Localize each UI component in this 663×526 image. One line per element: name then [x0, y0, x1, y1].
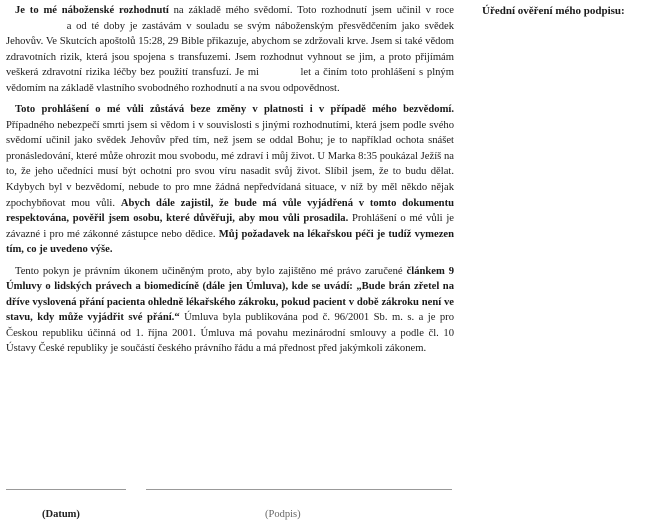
paragraph1-text-b: a od té doby je zastávám v souladu se svým náboženským přesvědčením jako svědek Jehovův. Ve Skutcích apoštolů 15:28, 29 Bible přikazuje, abychom se zdržovali krve. Jsem si také vědom zdravotních rizik, která jsou spojena s transfuzemi. Jsem rozhodnut vyhnout se jim, a proto přijímám veškerá zdravotní rizika léčby bez použití transfuzí. Je mi — [6, 20, 454, 79]
paragraph2-text-b: Prohlášení o mé vůli je závazné i pro mé zákonné zástupce nebo dědice. — [6, 213, 454, 240]
paragraph3-bold-a: článkem 9 Úmluvy o lidských právech a biomedicíně (dále jen Úmluva), kde se uvádí: „Bude brán zřetel na dříve vyslovená přání pacienta ohledně lékařského zákroku, pokud pacient v době zákroku není ve stavu, kdy může vyjádřit své přání.“ — [6, 265, 454, 324]
paragraph1-text-a: na základě mého svědomí. Toto rozhodnutí jsem učinil v roce — [168, 5, 454, 16]
paragraph-religious-decision — [6, 3, 454, 96]
paragraph-legal-basis — [6, 264, 454, 357]
paragraph-unconscious-validity — [6, 102, 454, 257]
paragraph1-text-c: let a činím toto prohlášení s plným vědomím na základě vlastního svobodného rozhodnutí a na svou odpovědnost. — [6, 67, 454, 94]
paragraph1-bold-lead: Je to mé náboženské rozhodnutí — [15, 5, 169, 16]
paragraph2-text-a: Případného nebezpečí smrti jsem si vědom i v souvislosti s jinými rozhodnutími, která jsem podle svého svědomí učinil jako svědek Jehovův před tím, než jsem se oddal Bohu; je to například ochota snášet pronásledování, které může ohrozit mou svobodu, mé zdraví i můj život. U Marka 8:35 poukázal Ježíš na to, že jeho učedníci musí být ochotni pro svou víru nasadit svůj život. Slíbil jsem, že to budu dělat. Kdybych byl v bezvědomí, nebude to pro mne žádná nepředvídaná situace, v níž by měl někdo nějak zpochybňovat mou vůli. — [6, 119, 454, 209]
signature-line[interactable] — [146, 489, 452, 490]
paragraph3-text-b: Úmluva byla publikována pod č. 96/2001 Sb. m. s. a je pro Českou republiku účinná od 1. října 2001. Úmluva má povahu mezinárodní smlouvy a podle čl. 10 Ústavy České republiky je součástí českého právního řádu a má přednost před jakýmkoli zákonem. — [6, 312, 454, 355]
date-line[interactable] — [6, 489, 126, 490]
declaration-text-column — [6, 3, 454, 363]
paragraph3-text-a: Tento pokyn je právním úkonem učiněným proto, aby bylo zajištěno mé právo zaručené — [15, 265, 407, 277]
signature-label: (Podpis) — [265, 509, 301, 520]
date-label: (Datum) — [42, 509, 80, 520]
paragraph2-bold-b: Abych dále zajistil, že bude má vůle vyjádřená v tomto dokumentu respektována, pověřil jsem osobu, které důvěřuji, aby mou vůli prosadila. — [6, 197, 454, 225]
paragraph2-bold-lead: Toto prohlášení o mé vůli zůstává beze změny v platnosti i v případě mého bezvědomí. — [15, 104, 454, 116]
paragraph2-bold-c: Můj požadavek na lékařskou péči je tudíž vymezen tím, co je uvedeno výše. — [6, 228, 454, 256]
official-signature-verification-heading: Úřední ověření mého podpisu: — [482, 5, 625, 17]
